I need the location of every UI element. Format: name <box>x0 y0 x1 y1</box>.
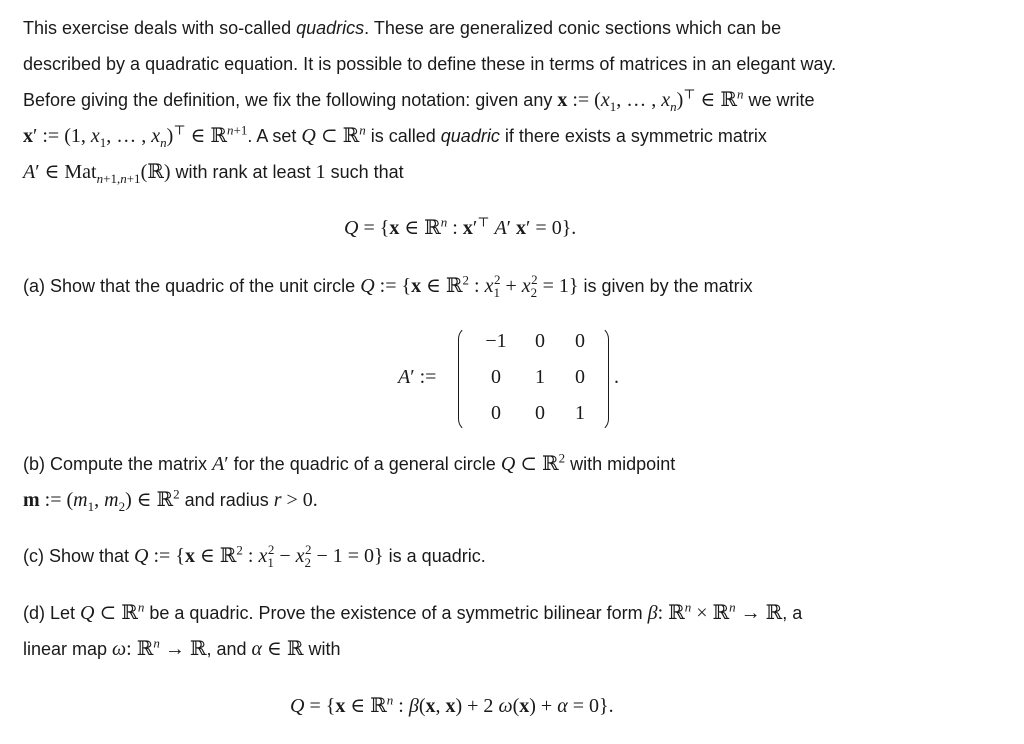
part-c-label: (c) Show that <box>23 546 135 566</box>
intro-line-1 <box>23 16 781 40</box>
math-q-subset: Q ⊂ ℝ$^n$ <box>301 122 366 147</box>
math-omega: ω: ℝ$^n$ → ℝ <box>112 635 207 660</box>
part-d-text: with <box>303 639 341 659</box>
math-beta: β: ℝ$^n$ × ℝ$^n$ → ℝ <box>647 599 783 624</box>
part-d-text: be a quadric. Prove the existence of a symmetric bilinear form <box>144 603 648 623</box>
math-a-prime: A′ <box>212 453 229 475</box>
math-midpoint: m := ($m_1$, $m_2$) ∈ ℝ$^2$ <box>23 486 180 514</box>
math-unit-circle: Q := {x ∈ ℝ$^2$ : $x_1^2 + x_2^2 = 1$} <box>360 272 579 300</box>
part-d-line-2 <box>23 637 340 661</box>
part-d-text: , a <box>782 603 803 623</box>
part-a-label: (a) Show that the quadric of the unit circle <box>23 276 361 296</box>
intro-text: is called <box>365 126 441 146</box>
intro-line-4 <box>23 124 767 148</box>
term-quadrics: quadrics <box>296 18 365 38</box>
math-one: 1 <box>315 161 326 183</box>
matrix-a-prime <box>396 326 636 430</box>
matrix-cell: 0 <box>491 366 501 388</box>
part-d-text: , and <box>206 639 252 659</box>
part-b-text: with midpoint <box>565 454 676 474</box>
part-d-text: linear map <box>23 639 113 659</box>
matrix-cell: 0 <box>575 366 585 388</box>
intro-text: This exercise deals with so-called <box>23 18 297 38</box>
intro-text: . These are generalized conic sections which can be <box>364 18 782 38</box>
part-b-line-1 <box>23 452 675 476</box>
matrix-period: . <box>614 366 619 388</box>
bilinear-form-equation: Q = {x ∈ ℝ$^n$ : β(x, x) + 2 ω(x) + α = 0}. <box>290 692 614 717</box>
part-b-text: and radius <box>179 490 274 510</box>
intro-line-5 <box>23 160 404 184</box>
right-paren <box>596 326 609 432</box>
part-d-label: (d) Let <box>23 603 81 623</box>
part-b-line-2 <box>23 488 318 512</box>
math-a-prime-mat: A′ ∈ Mat$_{n+1,n+1}$(ℝ) <box>23 161 171 186</box>
matrix-cell: 1 <box>575 402 585 424</box>
part-a-text-end: is given by the matrix <box>578 276 753 296</box>
term-quadric: quadric <box>440 126 500 146</box>
math-x-prime-def: x′ := (1, $x_1$, … , $x_n)^⊤$ ∈ ℝ$^{n+1}$ <box>23 122 248 150</box>
math-q-subset-rn: Q ⊂ ℝ$^n$ <box>80 599 145 624</box>
intro-text: such that <box>325 162 404 182</box>
math-hyperbola: Q := {x ∈ ℝ$^2$ : $x_1^2 - x_2^2 - 1 = 0$} <box>134 542 384 570</box>
intro-text: with rank at least <box>170 162 316 182</box>
intro-text: we write <box>743 90 815 110</box>
quadric-definition-equation: Q = {x ∈ ℝ$^n$ : x′⊤ A′ x′ = 0}. <box>344 214 577 239</box>
matrix-cell: 1 <box>535 366 545 388</box>
matrix-cell: 0 <box>535 330 545 352</box>
matrix-cell: 0 <box>575 330 585 352</box>
matrix-cell: 0 <box>535 402 545 424</box>
intro-line-3 <box>23 88 814 112</box>
intro-text: if there exists a symmetric matrix <box>499 126 767 146</box>
intro-text: . A set <box>247 126 302 146</box>
matrix-label: A′ := <box>398 366 437 388</box>
math-alpha: α ∈ ℝ <box>251 638 304 660</box>
intro-text: described by a quadratic equation. It is possible to define these in terms of matrices in an elegant way. <box>23 54 837 74</box>
math-x-def: x := ($x_1$, … , $x_n)^⊤$ ∈ ℝ$^n$ <box>557 86 744 114</box>
left-paren <box>458 326 471 432</box>
part-c-text-end: is a quadric. <box>383 546 486 566</box>
part-c-text <box>23 544 486 568</box>
math-q-subset-r2: Q ⊂ ℝ$^2$ <box>500 450 566 475</box>
math-radius: r > 0. <box>273 489 318 511</box>
intro-line-2 <box>23 52 836 76</box>
part-a-text <box>23 274 753 298</box>
matrix-cell: −1 <box>485 330 507 352</box>
intro-text: Before giving the definition, we fix the following notation: given any <box>23 90 558 110</box>
part-d-line-1 <box>23 601 802 625</box>
part-b-text: for the quadric of a general circle <box>228 454 501 474</box>
matrix-cell: 0 <box>491 402 501 424</box>
part-b-label: (b) Compute the matrix <box>23 454 213 474</box>
